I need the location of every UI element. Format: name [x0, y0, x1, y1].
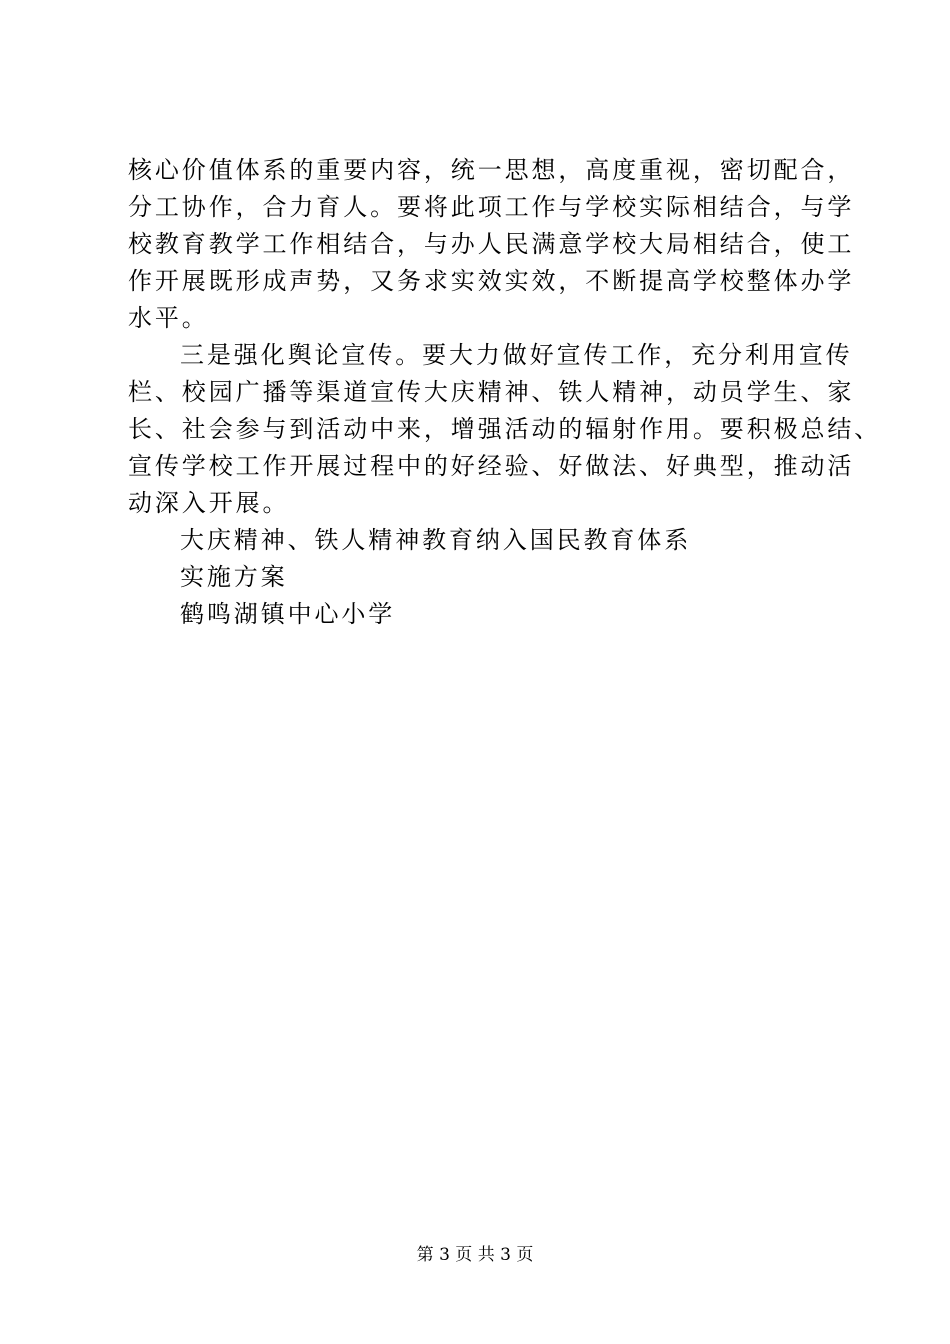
- document-title-line: 大庆精神、铁人精神教育纳入国民教育体系: [180, 526, 692, 554]
- paragraph-line: 作开展既形成声势，又务求实效实效，不断提高学校整体办学: [128, 267, 855, 295]
- document-body: [128, 152, 882, 633]
- paragraph-line: 栏、校园广播等渠道宣传大庆精神、铁人精神，动员学生、家: [128, 378, 855, 406]
- page-number-footer: 第 3 页 共 3 页: [416, 1245, 534, 1265]
- school-name-line: 鹤鸣湖镇中心小学: [180, 600, 396, 628]
- paragraph-line: 校教育教学工作相结合，与办人民满意学校大局相结合，使工: [128, 230, 855, 258]
- paragraph-line: 分工协作，合力育人。要将此项工作与学校实际相结合，与学: [128, 193, 855, 221]
- paragraph-line: 三是强化舆论宣传。要大力做好宣传工作，充分利用宣传: [180, 341, 853, 369]
- paragraph-line: 动深入开展。: [128, 489, 290, 517]
- document-subtitle-line: 实施方案: [180, 563, 288, 591]
- paragraph-line: 水平。: [128, 304, 209, 332]
- paragraph-line: 宣传学校工作开展过程中的好经验、好做法、好典型，推动活: [128, 452, 855, 480]
- paragraph-line: 核心价值体系的重要内容，统一思想，高度重视，密切配合，: [128, 156, 855, 184]
- paragraph-line: 长、社会参与到活动中来，增强活动的辐射作用。要积极总结、: [128, 415, 882, 443]
